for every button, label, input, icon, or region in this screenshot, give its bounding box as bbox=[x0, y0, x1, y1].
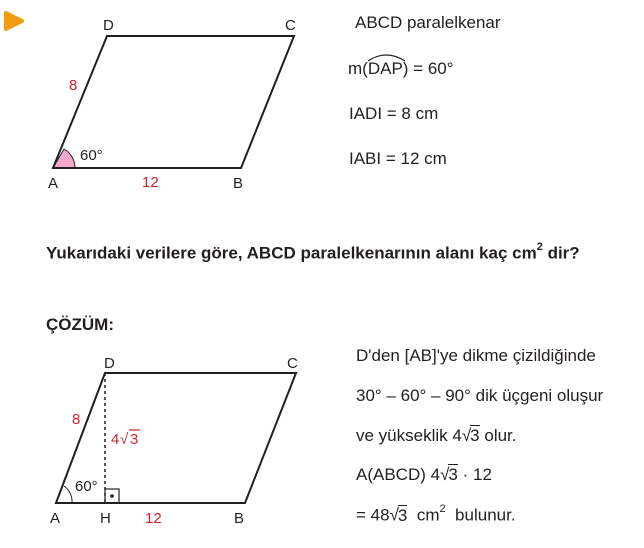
vertex-d-label: D bbox=[104, 355, 115, 372]
arc-notation: DAP bbox=[368, 59, 403, 79]
given-line-3: IADI = 8 cm bbox=[349, 104, 439, 123]
vertex-b-label: B bbox=[233, 175, 244, 192]
angle-a-arc bbox=[64, 486, 72, 503]
solution-line-4: A(ABCD) 4√3 · 12 bbox=[356, 465, 492, 484]
svg-text:3: 3 bbox=[130, 431, 139, 448]
given-line-2: m( DAP) = 60° bbox=[348, 59, 454, 79]
side-ad-label: 8 bbox=[72, 411, 81, 428]
parallelogram-figure-2 bbox=[50, 355, 298, 527]
solution-line-3: ve yükseklik 4√3 olur. bbox=[356, 426, 517, 445]
height-label bbox=[111, 430, 140, 448]
play-triangle-icon bbox=[6, 13, 22, 29]
solution-line-5: = 48√3 $cm^2$ bulunur. bbox=[356, 503, 516, 525]
vertex-h-label: H bbox=[100, 510, 111, 527]
solution-line-1: D'den [AB]'ye dikme çizildiğinde bbox=[356, 346, 596, 365]
given-line-1: ABCD paralelkenar bbox=[355, 13, 501, 32]
side-hb-label: 12 bbox=[145, 510, 162, 527]
vertex-a-label: A bbox=[48, 175, 59, 192]
vertex-c-label: C bbox=[285, 17, 296, 34]
vertex-b-label: B bbox=[234, 510, 245, 527]
solution-heading: ÇÖZÜM: bbox=[46, 315, 114, 334]
svg-text:√: √ bbox=[120, 431, 129, 448]
svg-text:4: 4 bbox=[111, 431, 120, 448]
vertex-d-label: D bbox=[103, 17, 114, 34]
angle-a-label: 60° bbox=[75, 478, 98, 495]
side-ab-label: 12 bbox=[142, 174, 159, 191]
angle-a-label: 60° bbox=[80, 147, 103, 164]
vertex-c-label: C bbox=[287, 355, 298, 372]
question-text: Yukarıdaki verilere göre, ABCD paralelkenarının alanı kaç $cm^2$ dir? bbox=[46, 241, 580, 263]
vertex-a-label: A bbox=[50, 510, 61, 527]
side-ad-label: 8 bbox=[69, 77, 78, 94]
parallelogram-figure-1 bbox=[48, 17, 296, 192]
solution-line-2: 30° – 60° – 90° dik üçgeni oluşur bbox=[356, 386, 604, 405]
given-line-4: IABI = 12 cm bbox=[349, 149, 447, 168]
right-angle-dot bbox=[110, 494, 114, 498]
